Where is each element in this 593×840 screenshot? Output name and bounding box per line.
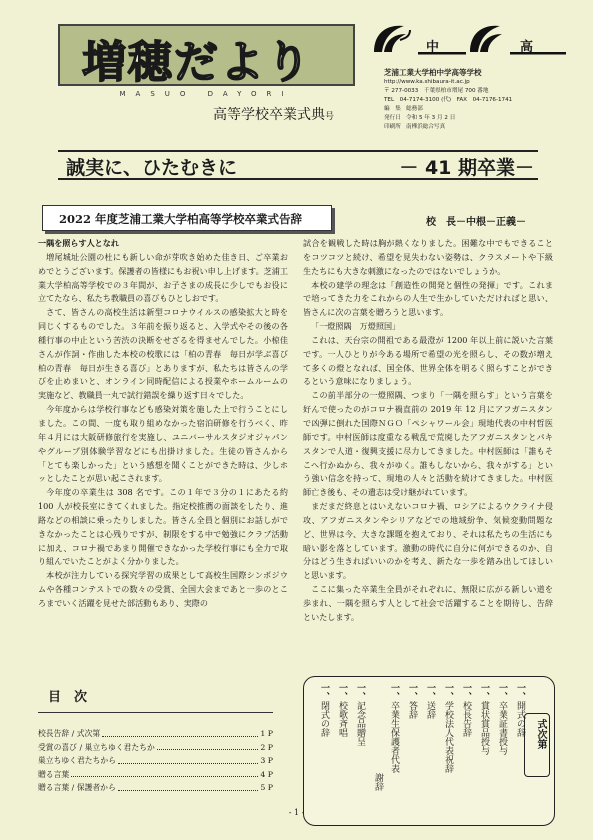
toc-item-title: 贈る言葉 — [38, 769, 70, 779]
program-item-marker: 一、 — [461, 683, 471, 701]
program-item-text: 送辞 — [425, 701, 435, 719]
paragraph: 今年度の卒業生は 308 名です。この１年で３分の１にあたる約 100 人が校長室にきてくれました。指定校推薦の面談をしたり、進路などの相談に乗ったりしました。皆さん全員と個別にお話しができなかったことは心残りですが、制限をする中で勉強にクラブ活動に加え、コロナ禍であまり開催できなかった学校行事にも全力で取り組んでいたことがよく分かりました。 — [38, 487, 288, 567]
toc-item-title: 巣立ちゆく君たちから — [38, 756, 116, 766]
masthead — [58, 24, 358, 123]
program-item — [461, 683, 470, 737]
program-item-marker: 一、 — [319, 683, 329, 701]
toc-leader — [118, 781, 259, 791]
printer-key: 印刷所 — [384, 124, 401, 130]
paragraph: この前半部分の一燈照隅、つまり「一隅を照らす」という言葉を好んで使ったのがコロナ禍直前の 2019 年 12 月にアフガニスタンで凶弾に倒れた国際ＮＧＯ「ペシャワール会」現地代表の中村哲医師です。中村医師は度重なる戦乱で荒廃したアフガニスタンとパキスタンで人道・復興支援に尽力してきました。中村医師は「誰もそこへ行かぬから、我々がゆく。誰もしないから、我々がする」という強い信念を持って、現地の人々と活動を続けてきました。中村医師亡き後も、その遺志は受け継がれています。 — [303, 390, 553, 498]
program-item — [497, 683, 506, 755]
program-item-text: 卒業証書授与 — [497, 701, 507, 755]
edition-label — [213, 104, 334, 124]
program-item — [337, 683, 346, 737]
title-romaji: MASUO DAYORI — [119, 90, 294, 98]
school-url: http://www.ka.shibaura-it.ac.jp — [384, 79, 470, 85]
program-item — [443, 683, 452, 773]
toc-item-page: 4 P — [260, 769, 273, 779]
toc-leader — [157, 741, 259, 751]
toc-item-page: 2 P — [260, 742, 273, 752]
toc-leader — [71, 768, 258, 778]
article-title: 2022 年度芝浦工業大学柏高等学校卒業式告辞 — [59, 212, 303, 226]
school-address: 〒 277-0033 千葉県柏市増尾 700 番地 — [384, 88, 489, 94]
program-item-text: 閉式の辞 — [319, 701, 329, 737]
toc-item[interactable] — [38, 727, 273, 741]
program-item — [355, 683, 364, 746]
paragraph: 増尾城址公園の杜にも新しい命が芽吹き始めた佳き日、ご卒業おめでとうございます。保護者の皆様にもお祝い申し上げます。芝浦工業大学柏高等学校での３年間が、お子さまの成長に少しでもお役に立てたなら、私たち教職員の喜びもひとしおです。 — [38, 251, 288, 304]
edition-suffix: 号 — [325, 112, 335, 122]
logo-char-left: 中 — [426, 40, 440, 55]
edition-text: 高等学校卒業式典 — [213, 107, 325, 123]
toc-item-title: 贈る言葉 / 保護者から — [38, 783, 116, 793]
paragraph: まだまだ終息とはいえないコロナ禍、ロシアによるウクライナ侵攻、アフガニスタンやシリアなどでの地域紛争、気候変動問題など、世界は今、大きな課題を抱えており、それは私たちの生活にも暗い影を落としています。激動の時代に自分に何ができるのか、自分はどう生きればいいのかを考え、新たな一歩を踏み出してほしいと思います。 — [303, 501, 553, 581]
article-left-column — [38, 237, 297, 611]
paragraph: 試合を観戦した時は胸が熱くなりました。困難な中でもできることをコツコツと続け、希望を見失わない姿勢は、クラスメートや下級生たちにも大きな刺激になったのではないでしょうか。 — [303, 238, 553, 276]
toc-divider — [38, 712, 273, 713]
program-item-text: 記念品贈呈 — [355, 701, 365, 746]
issued-value: 令和 5 年 3 月 2 日 — [406, 115, 456, 121]
program-item — [515, 683, 524, 737]
toc-item[interactable] — [38, 768, 273, 782]
ceremony-program — [303, 676, 555, 826]
article-subtitle: 一隅を照らす人となれ — [38, 238, 119, 248]
program-item-marker: 一、 — [407, 683, 417, 701]
program-item-text: 開式の辞 — [515, 701, 525, 737]
program-item-marker: 一、 — [497, 683, 507, 701]
toc-item[interactable] — [38, 741, 273, 755]
toc-item-page: 5 P — [260, 783, 273, 793]
paragraph: 本校が注力している探究学習の成果として高校生国際シンポジウムや各種コンテストでの数々の受賞、全国大会まであと一歩のところまでいく活躍を見せた部活動もあり、実際の — [38, 570, 288, 608]
publication-info — [384, 68, 584, 132]
program-item — [425, 683, 434, 719]
toc-item-page: 1 P — [260, 729, 273, 738]
editor-row — [384, 105, 584, 114]
program-item-marker: 一、 — [355, 683, 365, 701]
printer-value: 南樺浜総合写真 — [406, 124, 446, 130]
paragraph: これは、天台宗の開祖である最澄が 1200 年以上前に説いた言葉です。一人ひとりが今ある場所で希望の光を照らし、その数が増えて多くの燈となれば、国全体、世界全体を明るく照らすことができるという意味になりましょう。 — [303, 334, 553, 387]
toc-item[interactable] — [38, 754, 273, 768]
printer-row — [384, 123, 584, 132]
editor-key: 編 集 — [384, 106, 401, 112]
issued-key: 発行日 — [384, 115, 401, 121]
logo-char-right: 高 — [520, 40, 534, 55]
toc-title: 目 次 — [48, 690, 88, 705]
program-item-marker: 一、 — [337, 683, 347, 701]
paragraph: 今年度からは学校行事なども感染対策を施した上で行うことにしました。この間、一度も取り組めなかった宿泊研修を行うべく、昨年４月には大阪研修旅行を実施し、ユニバーサルスタジオジャパンやグループ別体験学習などにも出掛けました。生徒の皆さんから「とても楽しかった」という感想を聞くことができた時は、少しホッとしたことが思い起こされます。 — [38, 404, 288, 484]
school-name: 芝浦工業大学柏中学高等学校 — [384, 68, 482, 77]
program-item-text: 学校法人代表祝辞 — [443, 701, 453, 773]
program-item-text: 答辞 — [407, 701, 417, 719]
program-item-text: 卒業生保護者代表 — [389, 701, 399, 773]
toc-item-title: 受賞の喜び / 巣立ちゆく君たちか — [38, 742, 155, 752]
newsletter-title: 増穂だより — [82, 37, 312, 88]
toc-item-title: 校長告辞 / 式次第 — [38, 729, 101, 738]
toc-leader — [102, 727, 258, 737]
program-item — [479, 683, 488, 755]
article-heading — [42, 205, 332, 231]
program-item — [319, 683, 328, 737]
program-item-text: 賞状賞品授与 — [479, 701, 489, 755]
title-box — [58, 24, 355, 86]
issued-row — [384, 114, 584, 123]
principal-byline: 校 長－中根－正義－ — [426, 217, 526, 228]
school-logo — [370, 22, 570, 58]
quote: 「一燈照隅 万燈照国」 — [311, 321, 401, 332]
slogan-bar — [58, 150, 538, 180]
program-item-continuation: 謝辞 — [373, 773, 383, 791]
editor-value: 総務部 — [406, 106, 423, 112]
table-of-contents — [38, 686, 273, 795]
program-item — [389, 683, 398, 773]
graduation-class: － 41 期卒業－ — [399, 157, 534, 179]
page-number: - 1 - — [288, 808, 305, 817]
toc-item[interactable] — [38, 781, 273, 795]
article-right-column — [303, 237, 553, 625]
program-item-marker: 一、 — [479, 683, 489, 701]
program-item-marker: 一、 — [443, 683, 453, 701]
program-item-marker: 一、 — [425, 683, 435, 701]
toc-leader — [118, 754, 258, 764]
slogan: 誠実に、ひたむきに — [66, 157, 238, 179]
paragraph: ここに集った卒業生全員がそれぞれに、無限に広がる新しい道を歩まれ、一隅を照らす人として社会で活躍することを期待し、告辞といたします。 — [303, 584, 553, 622]
program-item-text: 校長告辞 — [461, 701, 471, 737]
school-phone: TEL 04-7174-3100 (代) FAX 04-7176-1741 — [384, 97, 513, 103]
program-item — [407, 683, 416, 719]
program-item-marker: 一、 — [389, 683, 399, 701]
program-item-text: 校歌斉唱 — [337, 701, 347, 737]
toc-item-page: 3 P — [260, 756, 273, 766]
paragraph: さて、皆さんの高校生活は新型コロナウイルスの感染拡大と時を同じくするものでした。３年前を振り返ると、入学式やその後の各種行事の中止という苦渋の決断をせざるを得ませんでした。小椋佳さんが作詞・作曲した本校の校歌には「柏の青春 毎日が学ぶ喜び 柏の青春 毎日が生きる喜び」とありますが、私たちは皆さんの学びを止めまいと、オンライン同時配信による授業やホームルームの実施など、教職員一丸で試行錯誤を繰り返す日々でした。 — [38, 307, 297, 401]
paragraph: 本校の建学の理念は「創造性の開発と個性の発揮」です。これまで培ってきた力をこれからの人生で生かしていただければと思い、皆さんに次の言葉を贈ろうと思います。 — [303, 279, 553, 318]
leaf-logo-icon — [370, 22, 570, 58]
program-badge: 式次第 — [524, 713, 550, 777]
program-item-marker: 一、 — [515, 683, 525, 701]
